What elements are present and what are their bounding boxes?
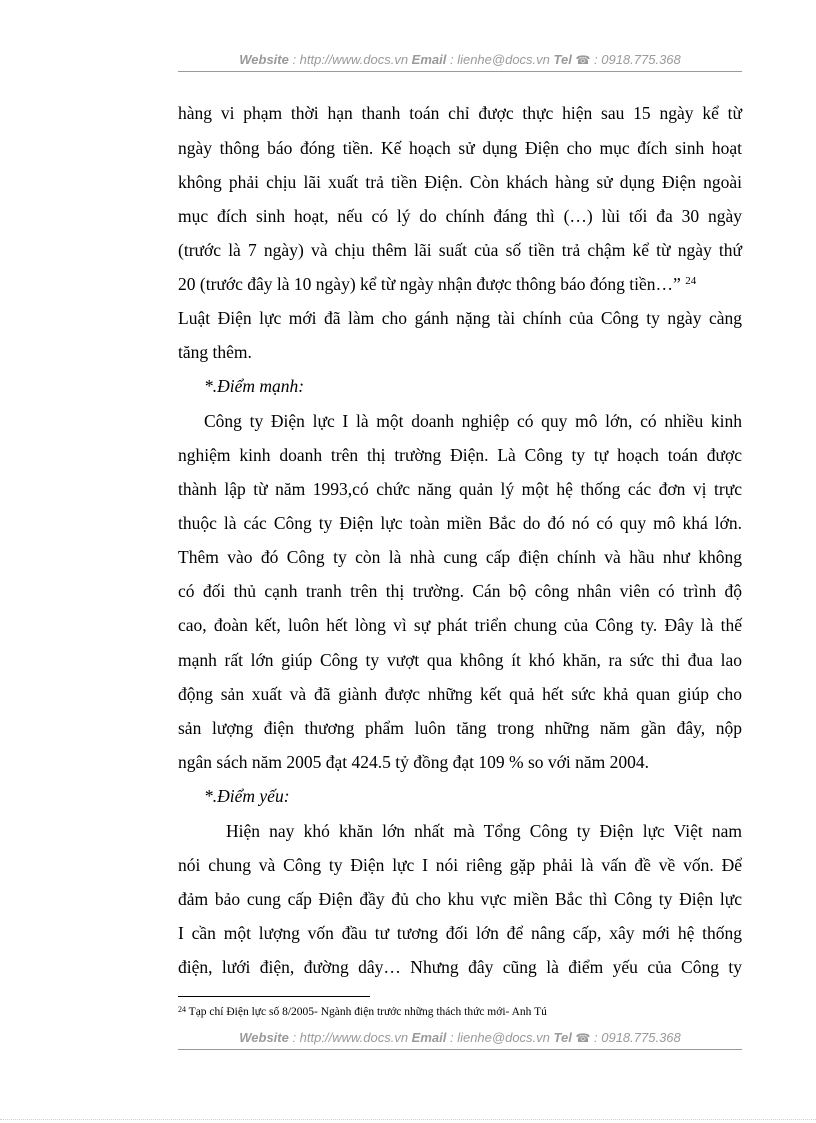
page-bottom-divider xyxy=(0,1119,816,1120)
body-line: có đối thủ cạnh tranh trên thị trường. Cán bộ công nhân viên có trình độ xyxy=(178,581,742,601)
body-line: ngân sách năm 2005 đạt 424.5 tỷ đồng đạt 109 % so với năm 2004. xyxy=(178,752,649,772)
body-line: động sản xuất và đã giành được những kết quả hết sức khả quan giúp cho xyxy=(178,684,742,704)
website-value: : http://www.docs.vn xyxy=(288,1030,412,1045)
body-line: điện, lưới điện, đường dây… Nhưng đây cũng là điểm yếu của Công ty xyxy=(178,957,742,977)
footnote-number: 24 xyxy=(178,1005,186,1014)
body-line: Luật Điện lực mới đã làm cho gánh nặng tài chính của Công ty ngày càng xyxy=(178,308,742,328)
email-label: Email xyxy=(411,1030,447,1045)
body-line: đảm bảo cung cấp Điện đầy đủ cho khu vực miền Bắc thì Công ty Điện lực xyxy=(178,889,742,909)
footnote-separator xyxy=(178,996,370,997)
email-value: : lienhe@docs.vn xyxy=(446,52,554,67)
body-line: Công ty Điện lực I là một doanh nghiệp có quy mô lớn, có nhiều kinh xyxy=(204,411,742,431)
page-header xyxy=(178,52,742,67)
body-line: (trước là 7 ngày) và chịu thêm lãi suất của số tiền trả chậm kể từ ngày thứ xyxy=(178,240,742,260)
section-heading-weaknesses: *.Điểm yếu: xyxy=(204,786,290,806)
tel-value: : 0918.775.368 xyxy=(590,1030,681,1045)
body-line: không phải chịu lãi xuất trả tiền Điện. Còn khách hàng sử dụng Điện ngoài xyxy=(178,172,742,192)
page-footer xyxy=(178,1030,742,1045)
footnote xyxy=(178,1006,547,1018)
body-line: tăng thêm. xyxy=(178,342,252,362)
tel-label: Tel xyxy=(553,52,572,67)
footer-rule xyxy=(178,1049,742,1050)
body-line: Hiện nay khó khăn lớn nhất mà Tổng Công ty Điện lực Việt nam xyxy=(226,821,742,841)
body-line: I cần một lượng vốn đầu tư tương đối lớn để nâng cấp, xây mới hệ thống xyxy=(178,923,742,943)
website-label: Website xyxy=(239,52,289,67)
body-line: thuộc là các Công ty Điện lực toàn miền Bắc do đó nó có quy mô khá lớn. xyxy=(178,513,742,533)
body-line: nói chung và Công ty Điện lực I nói riêng gặp phải là vấn đề về vốn. Để xyxy=(178,855,742,875)
section-heading-strengths: *.Điểm mạnh: xyxy=(204,376,305,396)
phone-icon: ☎ xyxy=(575,1031,591,1045)
body-line: ngày thông báo đóng tiền. Kế hoạch sử dụng Điện cho mục đích sinh hoạt xyxy=(178,138,742,158)
body-line-text: 20 (trước đây là 10 ngày) kể từ ngày nhận được thông báo đóng tiền…” xyxy=(178,274,681,294)
body-line: cao, đoàn kết, luôn hết lòng vì sự phát triển chung của Công ty. Đây là thế xyxy=(178,615,742,635)
body-line: mục đích sinh hoạt, nếu có lý do chính đáng thì (…) lùi tối đa 30 ngày xyxy=(178,206,742,226)
tel-value: : 0918.775.368 xyxy=(590,52,681,67)
body-line: thành lập từ năm 1993,có chức năng quản lý một hệ thống các đơn vị trực xyxy=(178,479,742,499)
body-line xyxy=(178,273,742,295)
email-label: Email xyxy=(411,52,447,67)
footnote-text: Tạp chí Điện lực số 8/2005- Ngành điện trước những thách thức mới- Anh Tú xyxy=(186,1006,547,1018)
footnote-reference: 24 xyxy=(685,275,697,287)
body-line: hàng vi phạm thời hạn thanh toán chỉ được thực hiện sau 15 ngày kể từ xyxy=(178,103,742,123)
body-line: Thêm vào đó Công ty còn là nhà cung cấp điện chính và hầu như không xyxy=(178,547,742,567)
website-label: Website xyxy=(239,1030,289,1045)
website-value: : http://www.docs.vn xyxy=(288,52,412,67)
body-line: sản lượng điện thương phẩm luôn tăng trong những năm gần đây, nộp xyxy=(178,718,742,738)
body-line: nghiệm kinh doanh trên thị trường Điện. Là Công ty tự hoạch toán được xyxy=(178,445,742,465)
phone-icon: ☎ xyxy=(575,53,591,67)
body-line: mạnh rất lớn giúp Công ty vượt qua không ít khó khăn, ra sức thi đua lao xyxy=(178,650,742,670)
tel-label: Tel xyxy=(553,1030,572,1045)
header-rule xyxy=(178,71,742,72)
email-value: : lienhe@docs.vn xyxy=(446,1030,554,1045)
